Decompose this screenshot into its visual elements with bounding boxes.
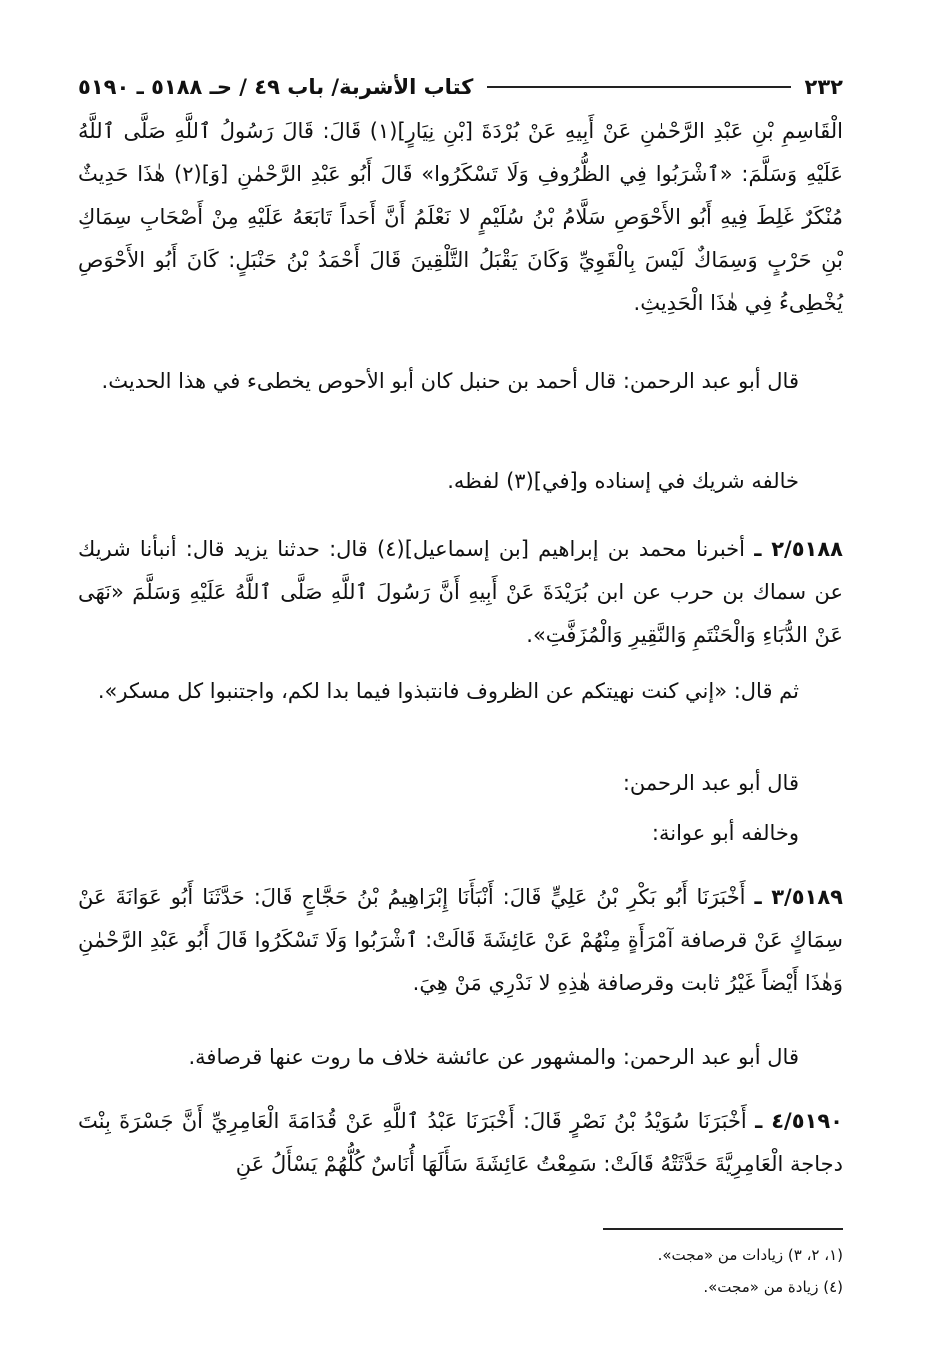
hadith-entry [78, 528, 843, 657]
hadith-entry [78, 876, 843, 1005]
paragraph-text: أخبرنا محمد بن إبراهيم [بن إسماعيل](٤) قال: حدثنا يزيد قال: أنبأنا شريك عن سماك بن حرب عن ابن بُرَيْدَةَ عَنْ أَبِيهِ أَنَّ رَسُولَ ٱللَّهِ صَلَّى ٱللَّهُ عَلَيْهِ وَسَلَّمَ «نَهَى عَنْ الدُّبَاءِ وَالْحَنْتَمِ وَالنَّقِيرِ وَالْمُزَفَّتِ». [78, 537, 843, 647]
page-number: ٢٣٢ [804, 75, 843, 99]
paragraph [78, 460, 843, 503]
header-rule [487, 86, 790, 88]
paragraph [78, 670, 843, 713]
paragraph-text: وخالفه أبو عوانة: [651, 821, 799, 845]
paragraph-text: قال أبو عبد الرحمن: والمشهور عن عائشة خلاف ما روت عنها قرصافة. [188, 1045, 799, 1069]
paragraph-text: أَخْبَرَنَا أَبُو بَكْرِ بْنُ عَلِيٍّ قَالَ: أَنْبَأَنَا إِبْرَاهِيمُ بْنُ حَجَّاجٍ قَالَ: حَدَّثَنَا أَبُو عَوَانَةَ عَنْ سِمَاكٍ عَنْ قرصافة آمْرَأَةٍ مِنْهُمْ عَنْ عَائِشَةَ قَالَتْ: ٱشْرَبُوا وَلَا تَسْكَرُوا قَالَ أَبُو عَبْدِ الرَّحْمٰنِ وَهٰذَا أَيْضاً غَيْرُ ثابت وقرصافة هٰذِهِ لا نَدْرِي مَنْ هِيَ. [78, 885, 843, 995]
paragraph-text: أَخْبَرَنَا سُوَيْدُ بْنُ نَصْرٍ قَالَ: أَخْبَرَنَا عَبْدُ ٱللَّهِ عَنْ قُدَامَةَ الْعَامِرِيِّ أَنَّ جَسْرَةَ بِنْتَ دجاجة الْعَامِرِيَّةَ حَدَّثَتْهُ قَالَتْ: سَمِعْتُ عَائِشَةَ سَأَلَهَا أُنَاسٌ كُلُّهُمْ يَسْأَلُ عَنِ [78, 1109, 843, 1176]
paragraph [78, 762, 843, 805]
paragraph [78, 360, 843, 403]
hadith-number: ٢/٥١٨٨ ـ [754, 537, 843, 561]
hadith-entry [78, 1100, 843, 1186]
paragraph [78, 812, 843, 855]
hadith-number: ٣/٥١٨٩ ـ [754, 885, 843, 909]
paragraph-text: قال أبو عبد الرحمن: قال أحمد بن حنبل كان أبو الأحوص يخطىء في هذا الحديث. [101, 369, 799, 393]
paragraph [78, 1036, 843, 1079]
footnote: (٤) زيادة من «مجت». [703, 1278, 843, 1296]
footnote: (١، ٢، ٣) زيادات من «مجت». [657, 1246, 843, 1264]
paragraph [78, 110, 843, 325]
paragraph-text: الْقَاسِمِ بْنِ عَبْدِ الرَّحْمٰنِ عَنْ أَبِيهِ عَنْ بُرْدَةَ [بْنِ نِيَارٍ](١) قَالَ: قَالَ رَسُولُ ٱللَّهِ صَلَّى ٱللَّهُ عَلَيْهِ وَسَلَّمَ: «ٱشْرَبُوا فِي الظُّرُوفِ وَلَا تَسْكَرُوا» قَالَ أَبُو عَبْدِ الرَّحْمٰنِ [وَ](٢) هٰذَا حَدِيثٌ مُنْكَرٌ غَلِطَ فِيهِ أَبُو الأَحْوَصِ سَلَّامُ بْنُ سُلَيْمٍ لا نَعْلَمُ أَنَّ أَحَداً تَابَعَهُ عَلَيْهِ مِنْ أَصْحَابِ سِمَاكِ بْنِ حَرْبٍ وَسِمَاكٌ لَيْسَ بِالْقَوِيِّ وَكَانَ يَقْبَلُ التَّلْقِينَ قَالَ أَحْمَدُ بْنُ حَنْبَلٍ: كَانَ أَبُو الأَحْوَصِ يُخْطِىءُ فِي هٰذَا الْحَدِيثِ. [78, 119, 844, 315]
running-header [78, 70, 843, 104]
hadith-number: ٤/٥١٩٠ ـ [755, 1109, 843, 1133]
paragraph-text: خالفه شريك في إسناده و[في](٣) لفظه. [447, 469, 799, 493]
footnote-divider [603, 1228, 843, 1230]
running-title: كتاب الأشربة/ باب ٤٩ / حـ ٥١٨٨ ـ ٥١٩٠ [78, 75, 474, 99]
paragraph-text: قال أبو عبد الرحمن: [622, 771, 799, 795]
paragraph-text: ثم قال: «إني كنت نهيتكم عن الظروف فانتبذوا فيما بدا لكم، واجتنبوا كل مسكر». [97, 679, 799, 703]
